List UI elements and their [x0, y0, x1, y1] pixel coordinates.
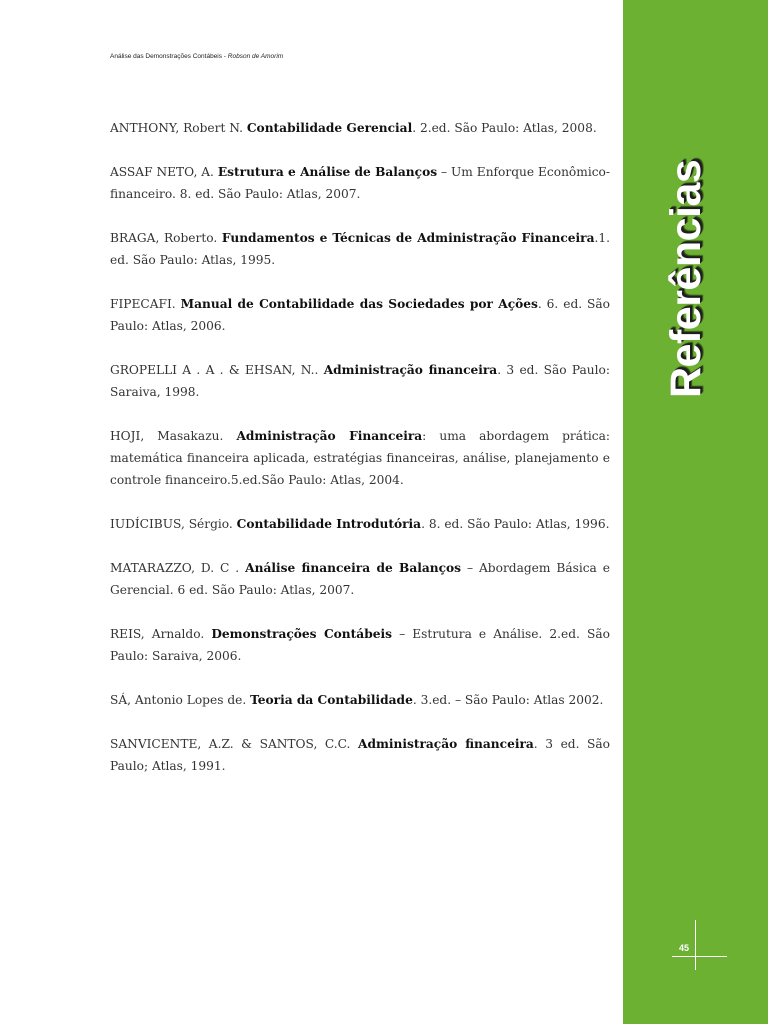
- reference-authors: MATARAZZO, D. C .: [110, 561, 246, 575]
- reference-item: [110, 733, 610, 777]
- reference-details: – Abordagem Básica e Gerencial. 6 ed. São Paulo: Atlas, 2007.: [110, 561, 610, 597]
- reference-title: Fundamentos e Técnicas de Administração Financeira: [221, 231, 595, 245]
- header-author: Robson de Amorim: [227, 53, 284, 60]
- reference-item: [110, 359, 610, 403]
- crop-mark-horizontal: [672, 956, 727, 957]
- reference-item: [110, 623, 610, 667]
- reference-details: – Um Enforque Econômico-financeiro. 8. ed. São Paulo: Atlas, 2007.: [110, 165, 611, 201]
- header-title: Análise das Demonstrações Contábeis -: [110, 53, 228, 60]
- chapter-title: Referências: [662, 159, 710, 398]
- reference-item: [110, 161, 610, 205]
- reference-title: Contabilidade Gerencial: [246, 121, 413, 135]
- crop-mark-vertical: [695, 920, 696, 970]
- reference-details: . 3 ed. São Paulo: Saraiva, 1998.: [110, 363, 610, 399]
- reference-authors: IUDÍCIBUS, Sérgio.: [110, 517, 237, 531]
- reference-title: Estrutura e Análise de Balanços: [217, 165, 438, 179]
- reference-item: [110, 513, 610, 535]
- reference-details: . 6. ed. São Paulo: Atlas, 2006.: [110, 297, 611, 333]
- running-header: [110, 53, 283, 60]
- reference-authors: FIPECAFI.: [110, 297, 181, 311]
- reference-authors: GROPELLI A . A . & EHSAN, N..: [110, 363, 324, 377]
- reference-authors: ANTHONY, Robert N.: [110, 121, 247, 135]
- reference-title: Administração financeira: [323, 363, 498, 377]
- reference-details: . 8. ed. São Paulo: Atlas, 1996.: [421, 517, 610, 531]
- page-number: 45: [679, 943, 690, 953]
- reference-authors: REIS, Arnaldo.: [110, 627, 212, 641]
- reference-details: : uma abordagem prática: matemática financeira aplicada, estratégias financeiras, análise, planejamento e controle financeiro.5.ed.São Paulo: Atlas, 2004.: [110, 429, 610, 487]
- reference-list: [110, 117, 610, 799]
- reference-item: [110, 227, 610, 271]
- reference-details: . 2.ed. São Paulo: Atlas, 2008.: [412, 121, 597, 135]
- reference-item: [110, 689, 610, 711]
- reference-authors: SANVICENTE, A.Z. & SANTOS, C.C.: [110, 737, 358, 751]
- reference-title: Análise financeira de Balanços: [245, 561, 462, 575]
- reference-title: Administração financeira: [358, 737, 534, 751]
- reference-item: [110, 557, 610, 601]
- reference-authors: BRAGA, Roberto.: [110, 231, 222, 245]
- reference-item: [110, 425, 610, 491]
- reference-item: [110, 117, 610, 139]
- reference-details: . 3 ed. São Paulo; Atlas, 1991.: [110, 737, 610, 773]
- reference-title: Contabilidade Introdutória: [236, 517, 422, 531]
- reference-title: Manual de Contabilidade das Sociedades por Ações: [180, 297, 538, 311]
- reference-details: .1. ed. São Paulo: Atlas, 1995.: [110, 231, 610, 267]
- reference-details: . 3.ed. – São Paulo: Atlas 2002.: [412, 693, 604, 707]
- reference-title: Demonstrações Contábeis: [211, 627, 392, 641]
- reference-authors: HOJI, Masakazu.: [110, 429, 237, 443]
- reference-authors: SÁ, Antonio Lopes de.: [110, 693, 251, 707]
- reference-item: [110, 293, 610, 337]
- reference-details: – Estrutura e Análise. 2.ed. São Paulo: Saraiva, 2006.: [110, 627, 610, 663]
- reference-authors: ASSAF NETO, A.: [110, 165, 218, 179]
- reference-title: Teoria da Contabilidade: [250, 693, 413, 707]
- reference-title: Administração Financeira: [236, 429, 423, 443]
